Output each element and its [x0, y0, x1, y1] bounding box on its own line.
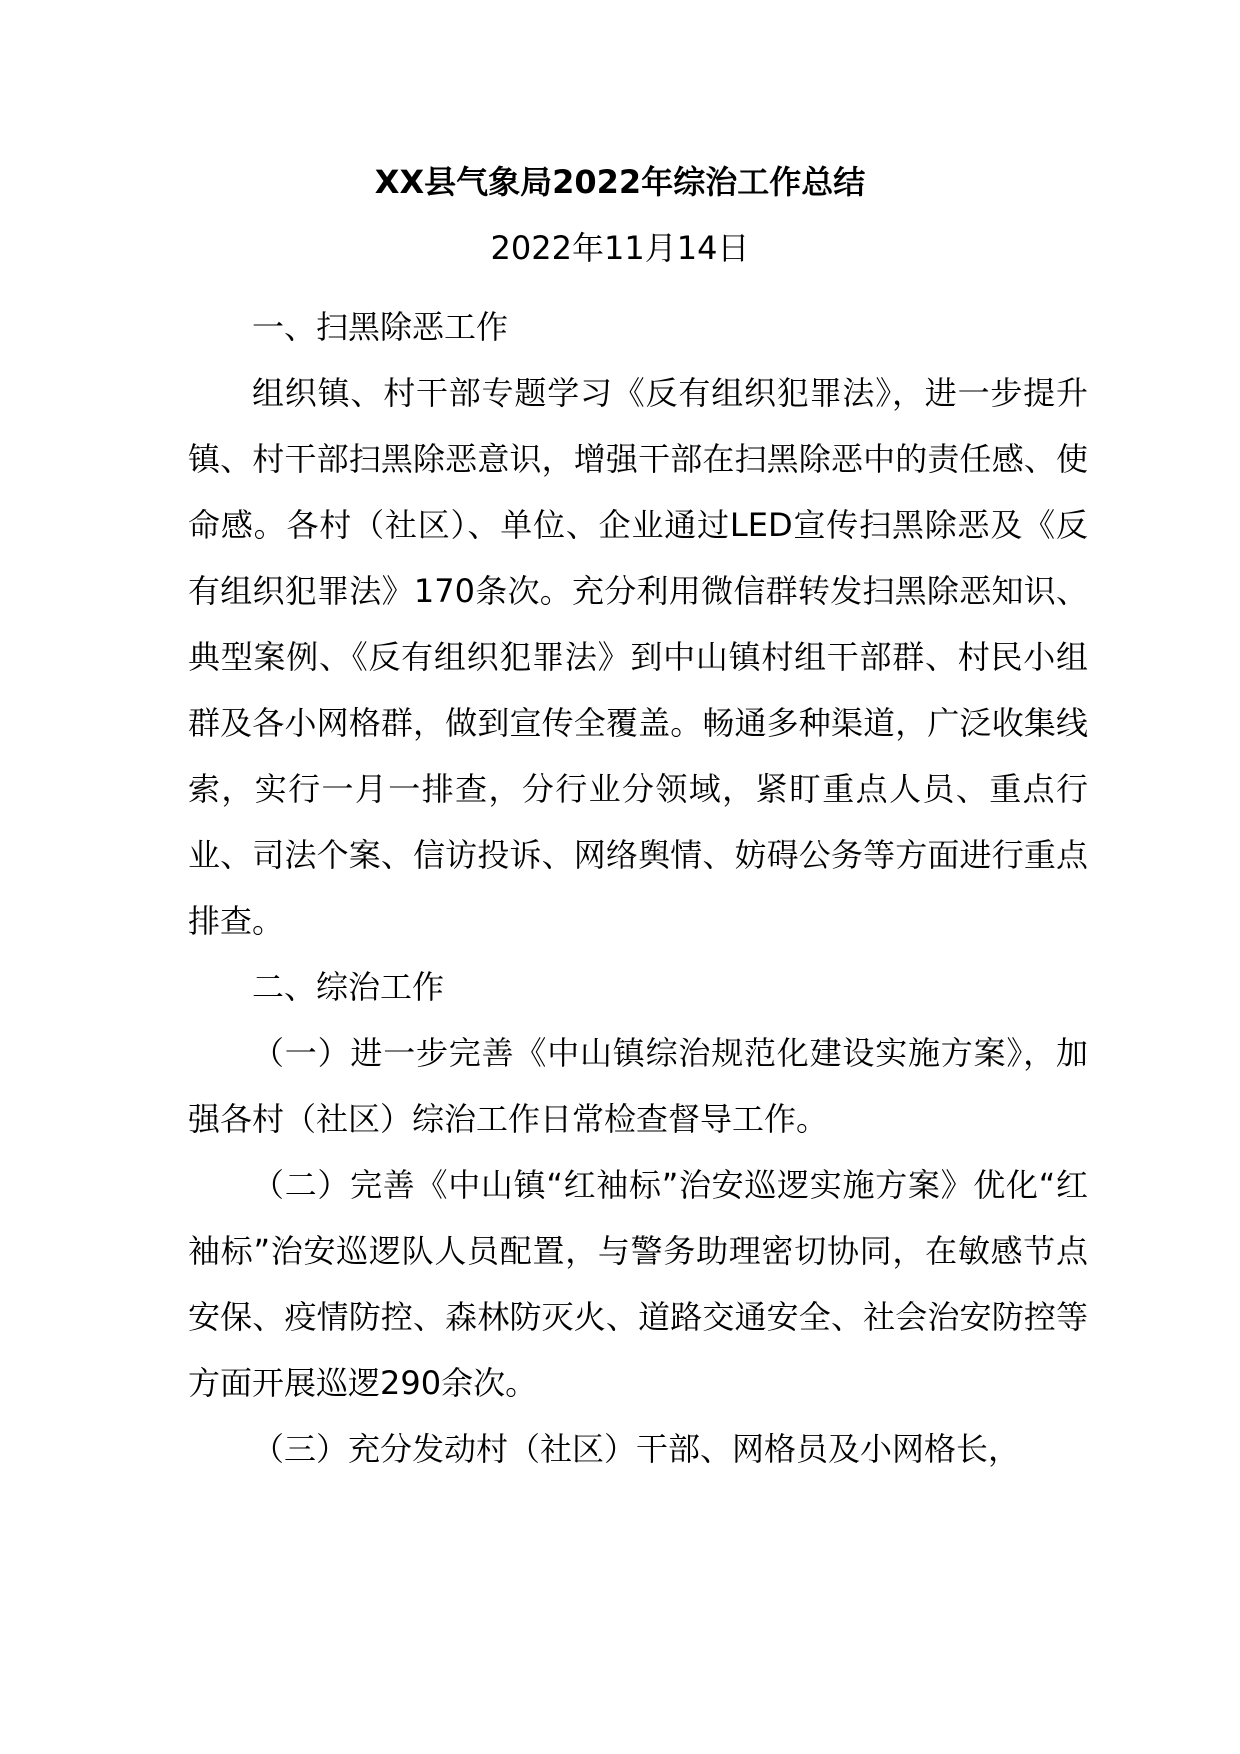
section-heading-1: 一、扫黑除恶工作 — [252, 308, 509, 346]
document-date: 2022年11月14日 — [490, 229, 750, 267]
section-paragraph-1: 组织镇、村干部专题学习《反有组织犯罪法》，进一步提升镇、村干部扫黑除恶意识，增强干部在扫黑除恶中的责任感、使命感。各村（社区）、单位、企业通过LED宣传扫黑除恶及《反有组织犯罪法》170条次。充分利用微信群转发扫黑除恶知识、典型案例、《反有组织犯罪法》到中山镇村组干部群、村民小组群及各小网格群，做到宣传全覆盖。畅通多种渠道，广泛收集线索，实行一月一排查，分行业分领域，紧盯重点人员、重点行业、司法个案、信访投诉、网络舆情、妨碍公务等方面进行重点排查。 — [188, 374, 1088, 940]
section-item-2: （二）完善《中山镇“红袖标”治安巡逻实施方案》优化“红袖标”治安巡逻队人员配置，与警务助理密切协同，在敏感节点安保、疫情防控、森林防灭火、道路交通安全、社会治安防控等方面开展巡逻290余次。 — [188, 1166, 1088, 1402]
section-item-3: （三）充分发动村（社区）干部、网格员及小网格长， — [252, 1430, 1021, 1468]
section-item-1: （一）进一步完善《中山镇综治规范化建设实施方案》，加强各村（社区）综治工作日常检查督导工作。 — [188, 1034, 1088, 1138]
document-body — [188, 294, 1088, 1482]
document-title: XX县气象局2022年综治工作总结 — [374, 163, 866, 201]
section-heading-2: 二、综治工作 — [252, 968, 445, 1006]
